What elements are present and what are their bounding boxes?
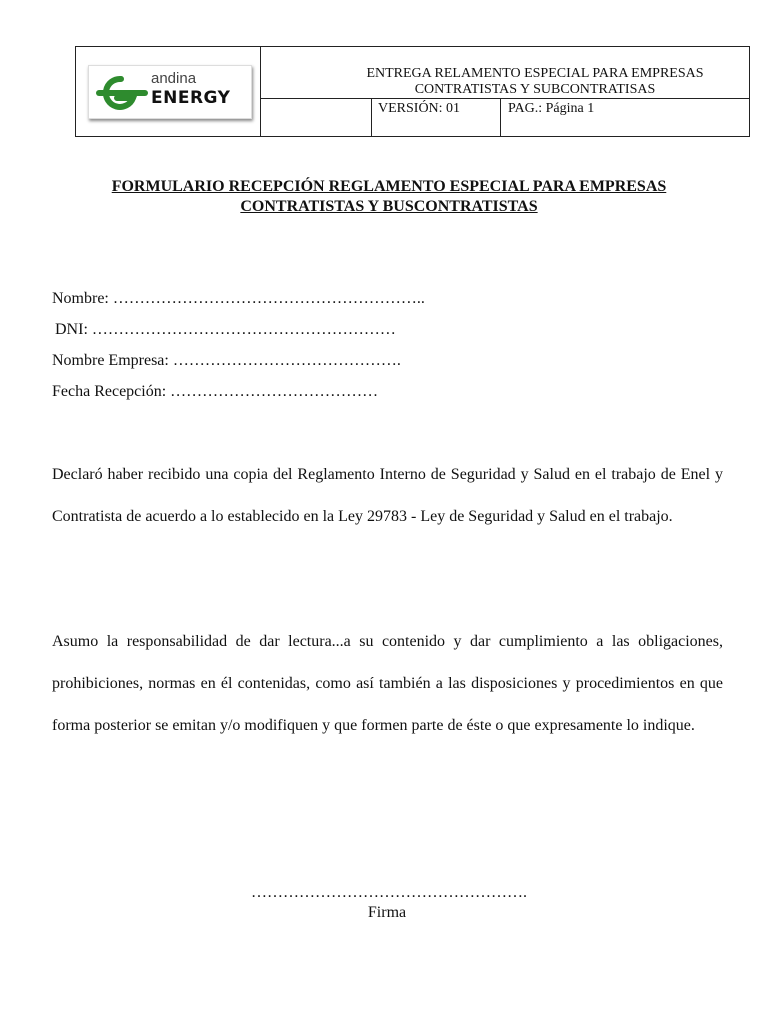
responsibility-paragraph: Asumo la responsabilidad de dar lectura...a su contenido y dar cumplimiento a las obligaciones, prohibiciones, normas en él contenidas, como así también a las disposiciones y procedimientos en que forma posterior se emitan y/o modifiquen y que formen parte de éste o que expresamente lo indique. bbox=[52, 633, 723, 734]
page-cell: PAG.: Página 1 bbox=[508, 101, 595, 116]
declaration-paragraph: Declaró haber recibido una copia del Reglamento Interno de Seguridad y Salud en el trabajo de Enel y Contratista de acuerdo a lo establecido en la Ley 29783 - Ley de Seguridad y Salud en el trabajo. bbox=[52, 466, 723, 525]
header-blank-cell bbox=[261, 99, 372, 136]
form-title-line-1: FORMULARIO RECEPCIÓN REGLAMENTO ESPECIAL PARA EMPRESAS bbox=[111, 178, 667, 195]
form-title bbox=[0, 177, 768, 217]
dni-field[interactable]: DNI: ………………………………………………… bbox=[55, 321, 396, 338]
empresa-field[interactable]: Nombre Empresa: ……………………………………. bbox=[52, 352, 401, 369]
company-logo bbox=[88, 65, 252, 119]
document-header bbox=[75, 46, 750, 137]
nombre-field[interactable]: Nombre: ………………………………………………….. bbox=[52, 290, 425, 307]
version-cell: VERSIÓN: 01 bbox=[372, 99, 501, 136]
logo-word-energy: ENERGY bbox=[151, 88, 231, 108]
form-title-line-2: CONTRATISTAS Y BUSCONTRATISTAS bbox=[240, 198, 538, 215]
signature-line[interactable]: ……………………………………………. bbox=[251, 884, 527, 901]
andina-energy-logo-icon bbox=[95, 74, 151, 112]
header-title-line-1: ENTREGA RELAMENTO ESPECIAL PARA EMPRESAS bbox=[366, 66, 704, 81]
header-title-line-2: CONTRATISTAS Y SUBCONTRATISAS bbox=[414, 82, 656, 97]
logo-cell bbox=[76, 47, 261, 136]
signature-label: Firma bbox=[367, 904, 407, 921]
fecha-recepcion-field[interactable]: Fecha Recepción: ………………………………… bbox=[52, 383, 379, 400]
logo-word-andina: andina bbox=[151, 70, 197, 87]
header-title bbox=[261, 47, 749, 99]
